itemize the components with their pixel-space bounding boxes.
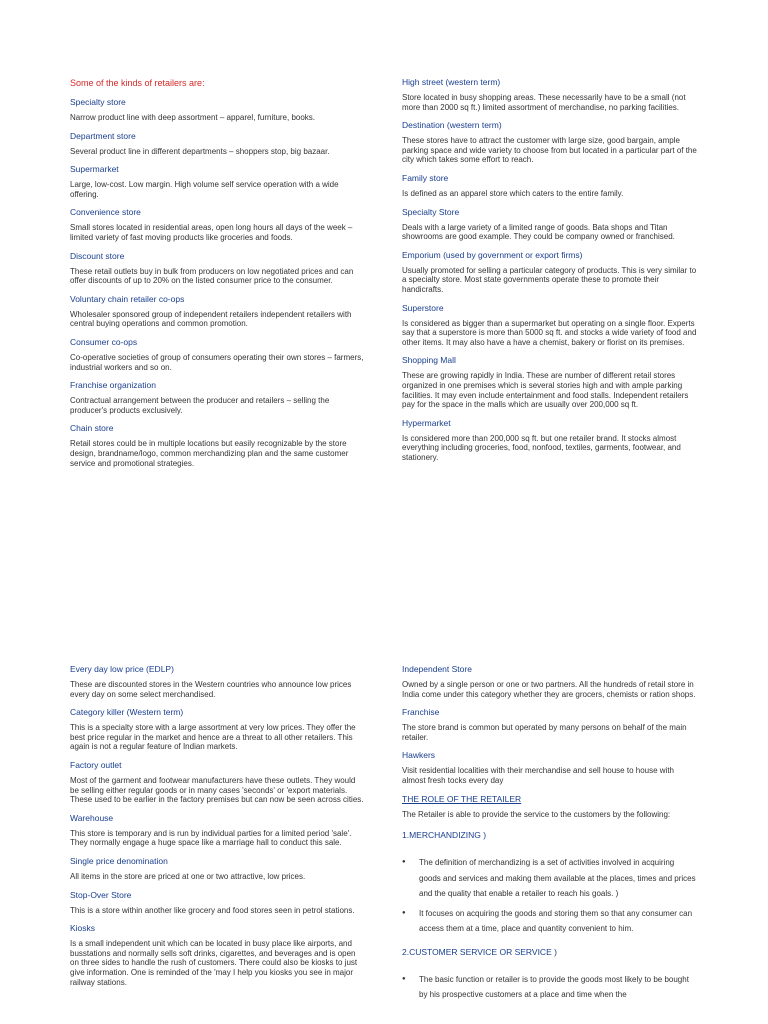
bottom-left-entries: [70, 664, 366, 987]
retailer-type-term: Factory outlet: [70, 759, 122, 770]
retailer-type-description: Store located in busy shopping areas. These necessarily have to be a small (not more than 2000 sq ft.) limited assortment of merchandise, no parking facilities.: [402, 93, 686, 112]
bullet-item: ● The basic function or retailer is to provide the goods most likely to be bought by his prospective customers at a place and time when the: [402, 972, 698, 1003]
bottom-left-column: [70, 664, 366, 995]
top-left-entries: [70, 97, 366, 468]
role-section-title: 2.CUSTOMER SERVICE OR SERVICE ): [402, 946, 557, 957]
retailer-type-description: This store is temporary and is run by individual parties for a limited period 'sale'. They normally engage a huge space like a marriage hall to conduct this sale.: [70, 828, 352, 848]
retailer-type-term: Kiosks: [70, 923, 96, 934]
retailer-type-term: Shopping Mall: [402, 355, 456, 366]
retailer-type-description: Most of the garment and footwear manufacturers have these outlets. They would be selling either regular goods or in many cases 'seconds' or 'export materials. These used to be earlier in the factory premises but can now be seen across cities.: [70, 775, 364, 805]
retailer-type-description: Small stores located in residential areas, open long hours all days of the week – limited variety of fast moving products like groceries and foods.: [70, 223, 353, 242]
bullet-item: ● It focuses on acquiring the goods and storing them so that any consumer can access them at a time, place and quantity convenient to him.: [402, 906, 698, 937]
retailer-type-description: Retail stores could be in multiple locations but easily recognizable by the store design, brandname/logo, common merchandizing plan and the same customer service and promotional strategies.: [70, 439, 349, 468]
role-section-bullet-list: [402, 855, 698, 937]
retailer-type-description: Owned by a single person or one or two partners. All the hundreds of retail store in India come under this category whether they are grocers, chemists or ration shops.: [402, 680, 696, 699]
bottom-right-column: [402, 664, 698, 1013]
retailer-type-term: Family store: [402, 172, 449, 183]
bottom-right-entries: [402, 664, 698, 786]
retailer-type-term: Hawkers: [402, 750, 436, 761]
retailer-type-term: Category killer (Western term): [70, 707, 184, 718]
retailer-type-description: Deals with a large variety of a limited range of goods. Bata shops and Titan showrooms are good example. They could be company owned or franchised.: [402, 222, 675, 242]
retailer-type-term: Specialty Store: [402, 206, 460, 217]
retailer-type-description: Is considered as bigger than a supermarket but operating on a single floor. Experts say that a superstore is more than 5000 sq ft. and stocks a wide variety of food and other items. It may also have a have a chemist, bakery or florist on its premises.: [402, 318, 697, 347]
retailer-type-description: Co-operative societies of group of consumers operating their own stores – farmers, industrial workers and so on.: [70, 352, 364, 372]
top-left-column: [70, 78, 366, 476]
retailer-type-description: The store brand is common but operated by many persons on behalf of the main retailer.: [402, 723, 687, 742]
retailer-type-term: Chain store: [70, 423, 114, 434]
retailer-type-description: These are growing rapidly in India. These are number of different retail stores organized in one premises which is several stories high and with ample parking facilities. It may even include entertainment and food stalls. Independent retailers pay for the space in the malls which are usually over 200,000 sq ft.: [402, 371, 689, 410]
retailer-type-term: Department store: [70, 130, 136, 141]
top-right-entries: [402, 77, 698, 462]
top-right-column: [402, 77, 698, 470]
retailer-type-description: Visit residential localities with their merchandise and sell house to house with almost fresh tocks every day: [402, 766, 674, 785]
retailer-type-term: Emporium (used by government or export firms): [402, 249, 583, 260]
retailer-type-description: These stores have to attract the customer with large size, good bargain, ample parking space and wide variety to choose from but located in a particular part of the city which takes some effort to reach.: [402, 136, 697, 165]
retailer-type-term: Every day low price (EDLP): [70, 664, 174, 674]
retailer-type-term: Stop-Over Store: [70, 889, 132, 900]
retailer-type-description: This is a specialty store with a large assortment at very low prices. They offer the best price regular in the market and hence are a threat to all other retailers. This again is not a regular feature of Indian markets.: [70, 723, 356, 752]
bullet-item: ● The definition of merchandizing is a set of activities involved in acquiring goods and services and making them available at the places, times and prices and the quality that enable a retailer to reach his goals. ): [402, 855, 698, 902]
retailer-type-description: All items in the store are priced at one or two attractive, low prices.: [70, 871, 306, 881]
role-sections: [402, 830, 698, 1003]
retailer-type-description: These retail outlets buy in bulk from producers on low negotiated prices and can offer discounts of up to 20% on the listed consumer price to the consumer.: [70, 266, 354, 286]
retailer-type-description: Narrow product line with deep assortment – apparel, furniture, books.: [70, 113, 316, 122]
retailer-type-term: Supermarket: [70, 164, 119, 175]
retailer-type-description: Contractual arrangement between the producer and retailers – selling the producer's products exclusively.: [70, 396, 330, 415]
retailer-type-term: Discount store: [70, 250, 125, 261]
retailer-type-term: Franchise: [402, 707, 440, 718]
retailer-type-term: Consumer co-ops: [70, 336, 138, 347]
retailer-type-description: Is defined as an apparel store which caters to the entire family.: [402, 188, 624, 198]
retailer-type-description: Is a small independent unit which can be located in busy place like airports, and busstations and normally sells soft drinks, cigarettes, and beverages and is open on three sides to handle the rush of customers. There could also be kiosks to just give information. One is reminded of the 'may I help you kiosks you see in major railway stations.: [70, 939, 358, 987]
retailer-type-description: This is a store within another like grocery and food stores seen in petrol stations.: [70, 905, 355, 915]
retailer-type-term: Convenience store: [70, 207, 141, 218]
role-of-retailer-title: THE ROLE OF THE RETAILER: [402, 793, 522, 804]
retailer-type-description: Large, low-cost. Low margin. High volume self service operation with a wide offering.: [70, 180, 339, 199]
retailer-type-description: Usually promoted for selling a particular category of products. This is very similar to a specialty store. Most state governments operate these to promote their handicrafts.: [402, 265, 697, 294]
role-section-title: 1.MERCHANDIZING ): [402, 830, 487, 841]
retailer-type-term: High street (western term): [402, 77, 501, 87]
retailer-type-description: Wholesaler sponsored group of independent retailers independent retailers with central buying operations and common promotion.: [70, 309, 352, 329]
retailer-type-term: Independent Store: [402, 664, 472, 674]
retailer-type-term: Voluntary chain retailer co-ops: [70, 293, 185, 304]
retailer-type-term: Warehouse: [70, 812, 114, 823]
role-section-bullet-list: [402, 972, 698, 1003]
retailer-type-description: These are discounted stores in the Western countries who announce low prices every day on some select merchandised.: [70, 680, 352, 699]
retailer-type-term: Franchise organization: [70, 380, 156, 391]
retailer-type-description: Several product line in different departments – shoppers stop, big bazaar.: [70, 146, 330, 156]
retailer-type-term: Hypermarket: [402, 417, 451, 428]
retailer-type-term: Single price denomination: [70, 855, 168, 866]
retailer-type-term: Superstore: [402, 302, 444, 313]
role-intro: The Retailer is able to provide the service to the customers by the following:: [402, 809, 671, 819]
retailer-type-description: Is considered more than 200,000 sq ft. but one retailer brand. It stocks almost everything including groceries, food, nonfood, textiles, garments, footwear, and stationery.: [402, 433, 681, 462]
retailer-type-term: Specialty store: [70, 97, 126, 107]
retailer-type-term: Destination (western term): [402, 120, 502, 131]
retailer-kinds-heading: Some of the kinds of retailers are:: [70, 78, 205, 88]
